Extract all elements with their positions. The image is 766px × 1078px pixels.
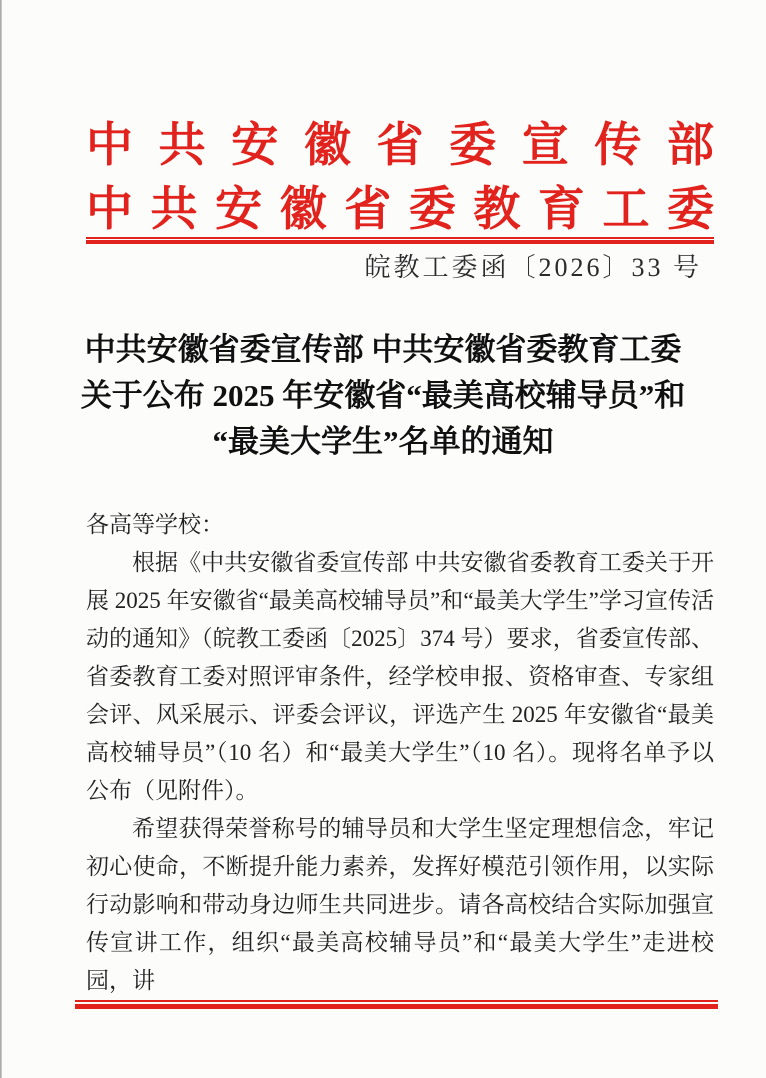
body-paragraph-2: 希望获得荣誉称号的辅导员和大学生坚定理想信念，牢记初心使命，不断提升能力素养，发挥好模范引领作用，以实际行动影响和带动身边师生共同进步。请各高校结合实际加强宣传宣讲工作，组织“最美高校辅导员”和“最美大学生”走进校园，讲	[86, 816, 714, 993]
document-title-line-2: 关于公布 2025 年安徽省“最美高校辅导员”和	[80, 378, 686, 413]
letterhead-org-line-2: 中共安徽省委教育工委	[86, 184, 714, 236]
page-bottom-divider-thick-line	[75, 1004, 718, 1009]
document-title-line-1: 中共安徽省委宣传部 中共安徽省委教育工委	[84, 332, 682, 367]
page-bottom-divider	[75, 1000, 718, 1009]
letterhead	[86, 114, 714, 242]
document-body	[86, 506, 714, 1000]
document-title	[40, 327, 726, 465]
document-number: 皖教工委函〔2026〕33 号	[364, 253, 702, 282]
salutation: 各高等学校：	[86, 512, 224, 537]
letterhead-divider	[86, 237, 714, 244]
letterhead-org-line-1: 中共安徽省委宣传部	[86, 120, 714, 172]
letterhead-divider-thick-line	[86, 240, 714, 244]
page-left-scan-edge	[0, 0, 2, 1078]
body-paragraph-1: 根据《中共安徽省委宣传部 中共安徽省委教育工委关于开展 2025 年安徽省“最美高校辅导员”和“最美大学生”学习宣传活动的通知》（皖教工委函〔2025〕374 号）要求，省委宣传部、省委教育工委对照评审条件，经学校申报、资格审查、专家组会评、风采展示、评委会评议，评选产生 2025 年安徽省“最美高校辅导员”（10 名）和“最美大学生”（10 名）。现将名单予以公布（见附件）。	[86, 550, 714, 803]
document-title-line-3: “最美大学生”名单的通知	[212, 424, 554, 459]
